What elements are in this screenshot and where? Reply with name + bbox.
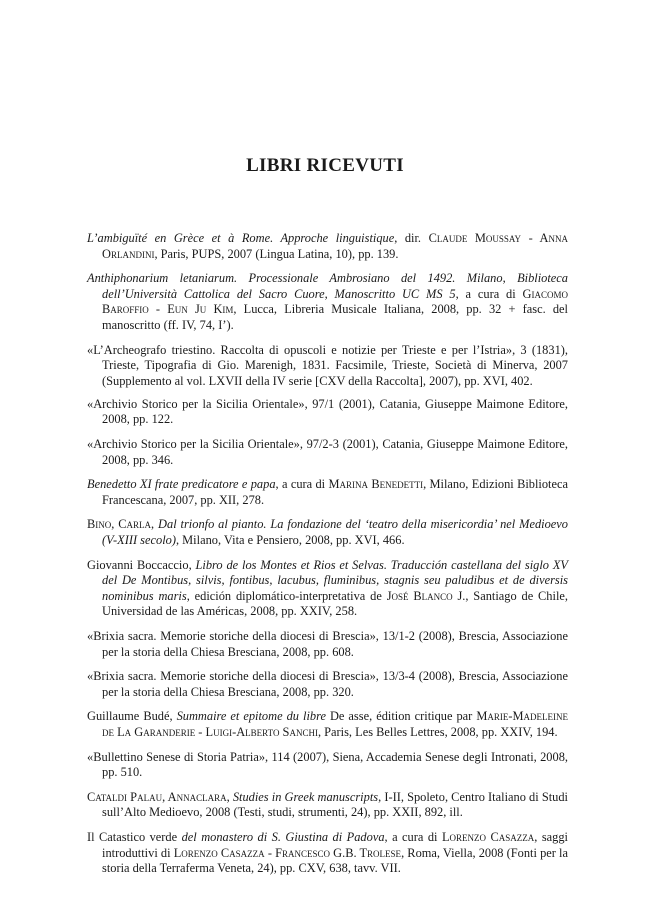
page-title: LIBRI RICEVUTI	[246, 155, 404, 176]
book-entry	[87, 709, 568, 740]
entry-text: «Archivio Storico per la Sicilia Orientale», 97/2-3 (2001), Catania, Giuseppe Maimone Editore, 2008, pp. 346.	[87, 437, 568, 467]
book-entry	[87, 477, 568, 508]
book-entry	[87, 558, 568, 620]
entry-text: «Bullettino Senese di Storia Patria», 114 (2007), Siena, Accademia Senese degli Intronati, 2008, pp. 510.	[87, 749, 568, 780]
entry-text: ,	[151, 517, 159, 532]
entry-title: Studies in Greek manuscripts	[232, 789, 379, 804]
book-entry	[87, 437, 568, 468]
entry-text: , Roma, Viella, 2008 (Fonti per la storia della Terraferma Veneta, 24), pp. CXV, 638, tavv. VII.	[102, 845, 568, 876]
entry-title: Benedetto XI frate predicatore e papa	[87, 477, 276, 492]
entry-text: , Milano, Edizioni Biblioteca Francescana, 2007, pp. XII, 278.	[102, 477, 569, 507]
entry-text: «Brixia sacra. Memorie storiche della diocesi di Brescia», 13/1-2 (2008), Brescia, Associazione per la storia della Chiesa Bresciana, 2008, pp. 608.	[87, 628, 568, 659]
entry-author: Marie-Madeleine de La Garanderie - Luigi-Alberto Sanchi	[102, 709, 568, 739]
entry-title: L’ambiguïté en Grèce et à Rome. Approche linguistique	[87, 231, 395, 245]
entry-author: José Blanco J.	[386, 588, 466, 603]
book-list	[87, 231, 568, 886]
entry-text: , a cura di	[384, 829, 442, 844]
entry-title: Dal trionfo al pianto. La fondazione del ‘teatro della misericordia’ nel Medioevo (V-XIII secolo)	[102, 517, 568, 547]
entry-text: , Lucca, Libreria Musicale Italiana, 2008, pp. 32 + fasc. del manoscritto (ff. IV, 74, I’).	[102, 302, 568, 332]
entry-author: Cataldi Palau, Annaclara	[87, 789, 227, 804]
entry-text: «L’Archeografo triestino. Raccolta di opuscoli e notizie per Trieste e per l’Istria», 3 (1831), Trieste, Tipografia di Gio. Marenigh, 1831. Facsimile, Trieste, Società di Minerva, 2007 (Supplemento al vol. LXVII della IV serie [CXV della Raccolta], 2007), pp. XVI, 402.	[87, 342, 568, 388]
entry-text: «Brixia sacra. Memorie storiche della diocesi di Brescia», 13/3-4 (2008), Brescia, Associazione per la storia della Chiesa Bresciana, 2008, pp. 320.	[87, 669, 568, 699]
entry-text: «Archivio Storico per la Sicilia Orientale», 97/1 (2001), Catania, Giuseppe Maimone Editore, 2008, pp. 122.	[87, 396, 568, 427]
book-entry	[87, 231, 568, 262]
entry-title: Libro de los Montes et Rios et Selvas. Traducción castellana del siglo XV del De Montibus, silvis, fontibus, lacubus, fluminibus, stagnis seu paludibus et de diversis nominibus maris	[102, 557, 568, 603]
book-entry	[87, 629, 568, 660]
book-entry	[87, 669, 568, 700]
book-entry	[87, 397, 568, 428]
entry-author: Claude Moussay - Anna Orlandini	[102, 231, 568, 261]
entry-text: , a cura di	[275, 477, 329, 492]
entry-text: , saggi introduttivi di	[102, 829, 568, 860]
entry-text: Il Catastico verde	[87, 829, 182, 844]
entry-text: , I-II, Spoleto, Centro Italiano di Studi sull’Alto Medioevo, 2008 (Testi, studi, strumenti, 24), pp. XXII, 892, ill.	[102, 789, 568, 820]
entry-text: Guillaume Budé,	[87, 709, 177, 724]
book-entry	[87, 830, 568, 877]
entry-title: del monastero di S. Giustina di Padova	[181, 829, 385, 844]
entry-author: Giacomo Baroffio - Eun Ju Kim	[102, 286, 568, 317]
book-entry	[87, 517, 568, 548]
entry-author: Bino, Carla	[87, 517, 152, 532]
entry-text: , Milano, Vita e Pensiero, 2008, pp. XVI, 466.	[175, 533, 405, 547]
entry-text: Giovanni Boccaccio,	[87, 557, 196, 572]
book-entry	[87, 343, 568, 390]
entry-text: , edición diplomático-interpretativa de	[186, 588, 387, 603]
entry-text: , Santiago de Chile, Universidad de las Américas, 2008, pp. XXIV, 258.	[102, 588, 568, 619]
entry-author: Lorenzo Casazza	[441, 829, 535, 844]
book-entry	[87, 750, 568, 781]
entry-text: , a cura di	[455, 286, 523, 301]
entry-text: , Paris, Les Belles Lettres, 2008, pp. XXIV, 194.	[317, 724, 558, 739]
entry-author: Marina Benedetti	[328, 477, 424, 492]
entry-title: Anthiphonarium letaniarum. Processionale Ambrosiano del 1492. Milano, Biblioteca dell’Università Cattolica del Sacro Cuore, Manoscritto UC MS 5	[87, 271, 568, 301]
entry-text: De asse, édition critique par	[325, 709, 477, 724]
book-entry	[87, 271, 568, 333]
entry-text: ,	[226, 789, 233, 804]
entry-author: Lorenzo Casazza - Francesco G.B. Trolese	[173, 845, 402, 860]
entry-text: , Paris, PUPS, 2007 (Lingua Latina, 10), pp. 139.	[154, 246, 399, 261]
entry-text: , dir.	[394, 231, 429, 245]
book-entry	[87, 790, 568, 821]
entry-title: Summaire et epitome du libre	[176, 709, 326, 724]
